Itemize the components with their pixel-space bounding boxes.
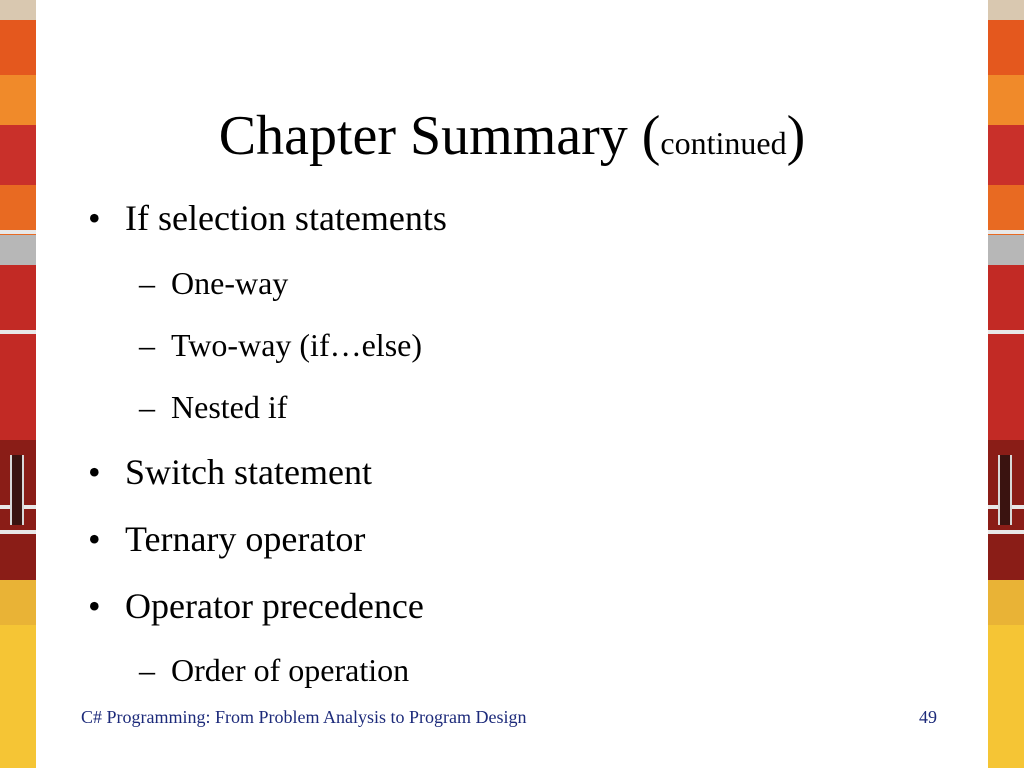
bullet-item	[88, 517, 365, 561]
bullet-marker: •	[88, 586, 101, 626]
bullet-item	[88, 584, 424, 628]
bullet-marker: •	[88, 198, 101, 238]
title-continued: continued	[660, 125, 787, 161]
sub-bullet-marker: –	[139, 327, 155, 363]
bullet-text: Switch statement	[125, 452, 372, 492]
sub-bullet-item	[139, 325, 422, 365]
sub-bullet-text: One-way	[171, 265, 289, 301]
bullet-item	[88, 450, 372, 494]
sub-bullet-text: Order of operation	[171, 652, 410, 688]
sub-bullet-text: Nested if	[171, 389, 288, 425]
bullet-marker: •	[88, 519, 101, 559]
sub-bullet-item	[139, 387, 287, 427]
bullet-text: Ternary operator	[125, 519, 366, 559]
slide-title	[0, 100, 1024, 179]
bullet-text: Operator precedence	[125, 586, 424, 626]
title-close: )	[786, 105, 806, 167]
sub-bullet-item	[139, 650, 409, 690]
sub-bullet-marker: –	[139, 265, 155, 301]
bullet-text: If selection statements	[125, 198, 447, 238]
bullet-item	[88, 196, 447, 240]
footer-text: C# Programming: From Problem Analysis to Program Design	[81, 707, 527, 727]
sub-bullet-marker: –	[139, 389, 155, 425]
sub-bullet-item	[139, 263, 288, 303]
title-main: Chapter Summary (	[218, 105, 661, 167]
page-number: 49	[919, 707, 937, 727]
bullet-marker: •	[88, 452, 101, 492]
sub-bullet-marker: –	[139, 652, 155, 688]
sub-bullet-text: Two-way (if…else)	[171, 327, 422, 363]
